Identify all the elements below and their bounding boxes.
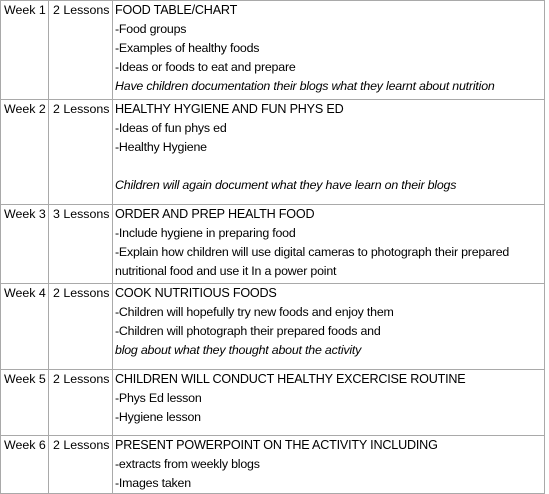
activity-cell bbox=[113, 100, 545, 205]
activity-item: nutritional food and use it In a power point bbox=[115, 264, 337, 278]
activity-item: -Images taken bbox=[115, 476, 191, 490]
activity-heading: FOOD TABLE/CHART bbox=[115, 3, 238, 17]
week-label: Week 1 bbox=[4, 3, 46, 17]
activity-heading: COOK NUTRITIOUS FOODS bbox=[115, 286, 277, 300]
activity-item: -extracts from weekly blogs bbox=[115, 457, 260, 471]
week-cell bbox=[1, 284, 49, 370]
activity-cell bbox=[113, 1, 545, 100]
lessons-cell bbox=[49, 100, 113, 205]
activity-heading: HEALTHY HYGIENE AND FUN PHYS ED bbox=[115, 102, 344, 116]
lessons-cell bbox=[49, 436, 113, 494]
activity-item: -Food groups bbox=[115, 22, 187, 36]
lessons-count: 3 Lessons bbox=[53, 207, 110, 221]
activity-heading: PRESENT POWERPOINT ON THE ACTIVITY INCLUDING bbox=[115, 438, 438, 452]
lessons-count: 2 Lessons bbox=[53, 3, 110, 17]
week-cell bbox=[1, 370, 49, 436]
activity-note: Children will again document what they have learn on their blogs bbox=[115, 178, 457, 192]
activity-cell bbox=[113, 436, 545, 494]
activity-item: -Children will photograph their prepared foods and bbox=[115, 324, 381, 338]
week-label: Week 5 bbox=[4, 372, 46, 386]
week-label: Week 6 bbox=[4, 438, 46, 452]
table-row bbox=[1, 370, 545, 436]
lessons-count: 2 Lessons bbox=[53, 372, 110, 386]
lessons-cell bbox=[49, 370, 113, 436]
activity-cell bbox=[113, 284, 545, 370]
week-label: Week 2 bbox=[4, 102, 46, 116]
activity-cell bbox=[113, 370, 545, 436]
activity-heading: ORDER AND PREP HEALTH FOOD bbox=[115, 207, 315, 221]
activity-cell bbox=[113, 205, 545, 284]
week-cell bbox=[1, 100, 49, 205]
lesson-plan-table-body bbox=[1, 1, 545, 494]
activity-item: -Children will hopefully try new foods and enjoy them bbox=[115, 305, 394, 319]
week-label: Week 3 bbox=[4, 207, 46, 221]
week-cell bbox=[1, 205, 49, 284]
activity-item bbox=[115, 157, 544, 176]
lessons-cell bbox=[49, 205, 113, 284]
activity-item: -Phys Ed lesson bbox=[115, 391, 202, 405]
activity-item: -Ideas or foods to eat and prepare bbox=[115, 60, 296, 74]
lessons-count: 2 Lessons bbox=[53, 286, 110, 300]
activity-note: blog about what they thought about the activity bbox=[115, 343, 362, 357]
lessons-cell bbox=[49, 284, 113, 370]
activity-heading: CHILDREN WILL CONDUCT HEALTHY EXCERCISE ROUTINE bbox=[115, 372, 466, 386]
week-cell bbox=[1, 436, 49, 494]
activity-note: Have children documentation their blogs what they learnt about nutrition bbox=[115, 79, 495, 93]
activity-item: -Explain how children will use digital cameras to photograph their prepared bbox=[115, 245, 510, 259]
activity-item: -Healthy Hygiene bbox=[115, 140, 207, 154]
lessons-cell bbox=[49, 1, 113, 100]
lessons-count: 2 Lessons bbox=[53, 438, 110, 452]
week-cell bbox=[1, 1, 49, 100]
table-row bbox=[1, 205, 545, 284]
activity-item: -Examples of healthy foods bbox=[115, 41, 260, 55]
week-label: Week 4 bbox=[4, 286, 46, 300]
activity-item: -Include hygiene in preparing food bbox=[115, 226, 296, 240]
activity-item: -Hygiene lesson bbox=[115, 410, 201, 424]
lessons-count: 2 Lessons bbox=[53, 102, 110, 116]
activity-item: -Ideas of fun phys ed bbox=[115, 121, 227, 135]
table-row bbox=[1, 284, 545, 370]
table-row bbox=[1, 1, 545, 100]
table-row bbox=[1, 436, 545, 494]
table-row bbox=[1, 100, 545, 205]
